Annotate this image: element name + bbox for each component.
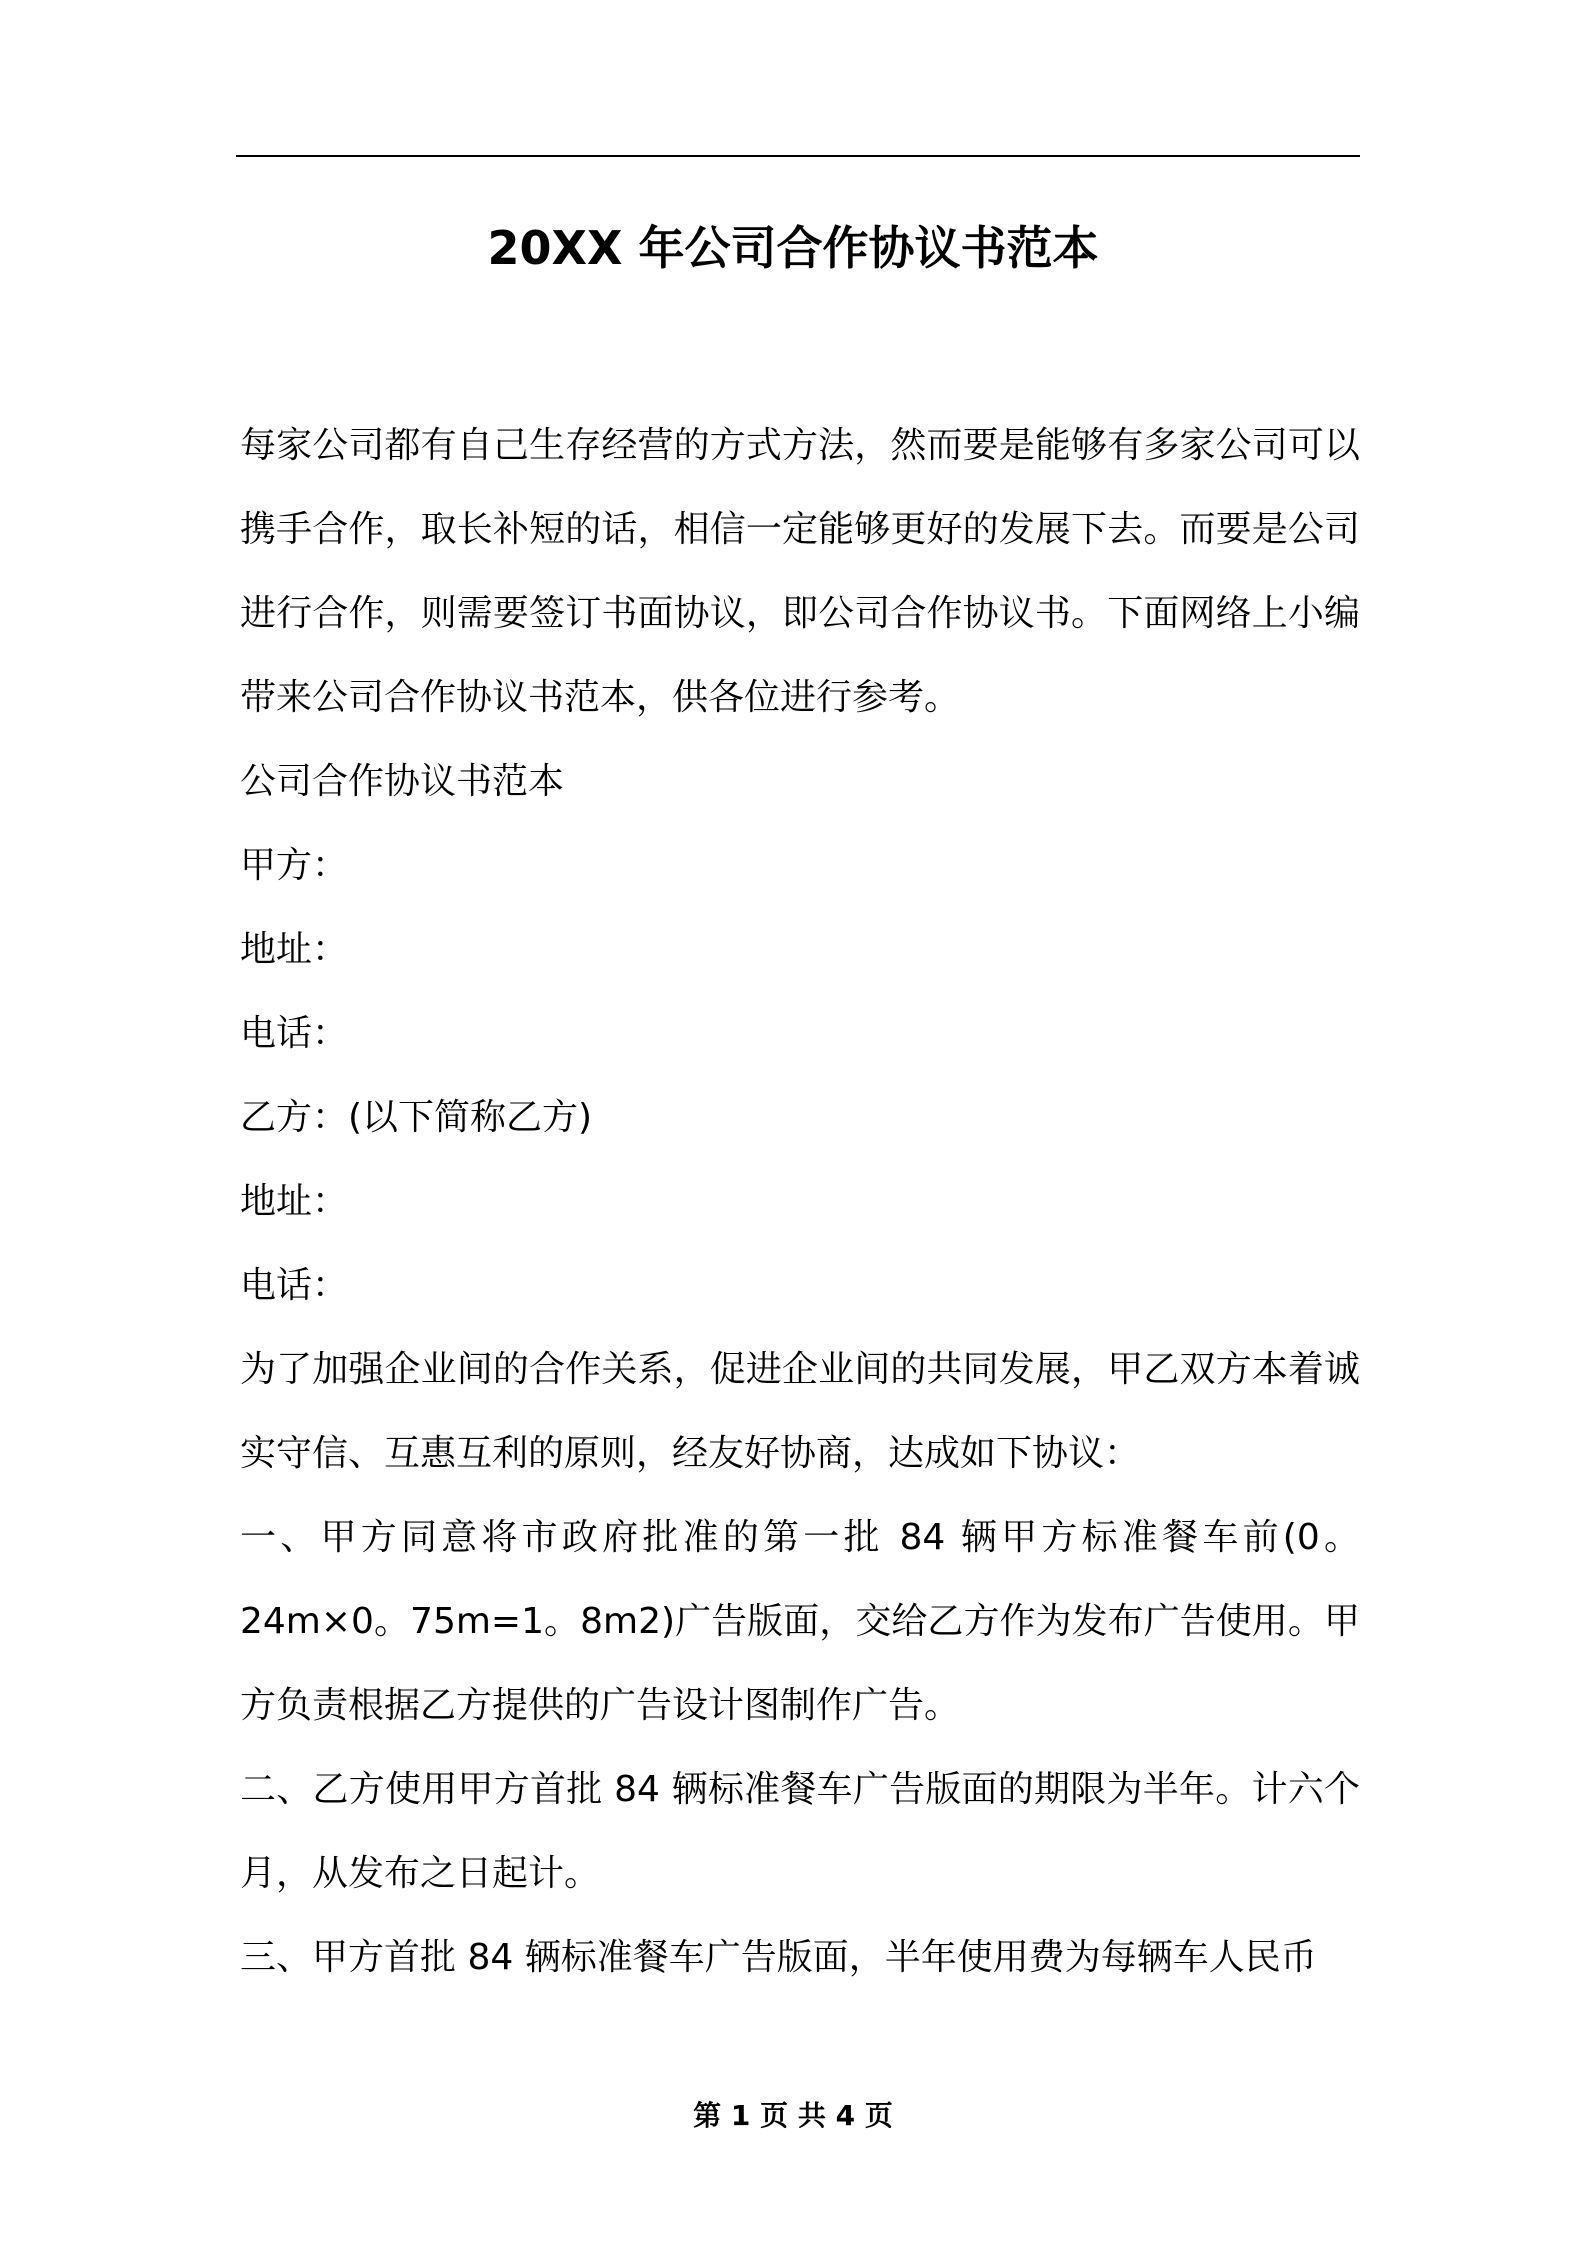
clause-3: 三、甲方首批 84 辆标准餐车广告版面，半年使用费为每辆车人民币 <box>240 1937 1317 1978</box>
party-a-phone-line: 电话： <box>240 1013 349 1054</box>
document-title: 20XX 年公司合作协议书范本 <box>487 221 1099 275</box>
section-heading: 公司合作协议书范本 <box>240 761 565 802</box>
intro-paragraph: 每家公司都有自己生存经营的方式方法，然而要是能够有多家公司可以携手合作，取长补短的话，相信一定能够更好的发展下去。而要是公司进行合作，则需要签订书面协议，即公司合作协议书。下面网络上小编带来公司合作协议书范本，供各位进行参考。 <box>240 425 1360 718</box>
party-a-line: 甲方： <box>240 845 349 886</box>
page-footer <box>0 2096 1586 2136</box>
document-body <box>240 404 1360 2000</box>
page-number-label: 第 1 页 共 4 页 <box>693 2099 893 2132</box>
clause-2: 二、乙方使用甲方首批 84 辆标准餐车广告版面的期限为半年。计六个月，从发布之日起计。 <box>240 1769 1360 1894</box>
party-b-address-line: 地址： <box>240 1181 349 1222</box>
party-b-phone-line: 电话： <box>240 1265 349 1306</box>
preamble-paragraph: 为了加强企业间的合作关系，促进企业间的共同发展，甲乙双方本着诚实守信、互惠互利的原则，经友好协商，达成如下协议： <box>240 1349 1360 1474</box>
header-rule <box>236 155 1360 157</box>
party-b-line: 乙方：(以下简称乙方) <box>240 1097 593 1138</box>
party-a-address-line: 地址： <box>240 929 349 970</box>
clause-1: 一、甲方同意将市政府批准的第一批 84 辆甲方标准餐车前(0。24m×0。75m=1。8m2)广告版面，交给乙方作为发布广告使用。甲方负责根据乙方提供的广告设计图制作广告。 <box>240 1517 1360 1726</box>
